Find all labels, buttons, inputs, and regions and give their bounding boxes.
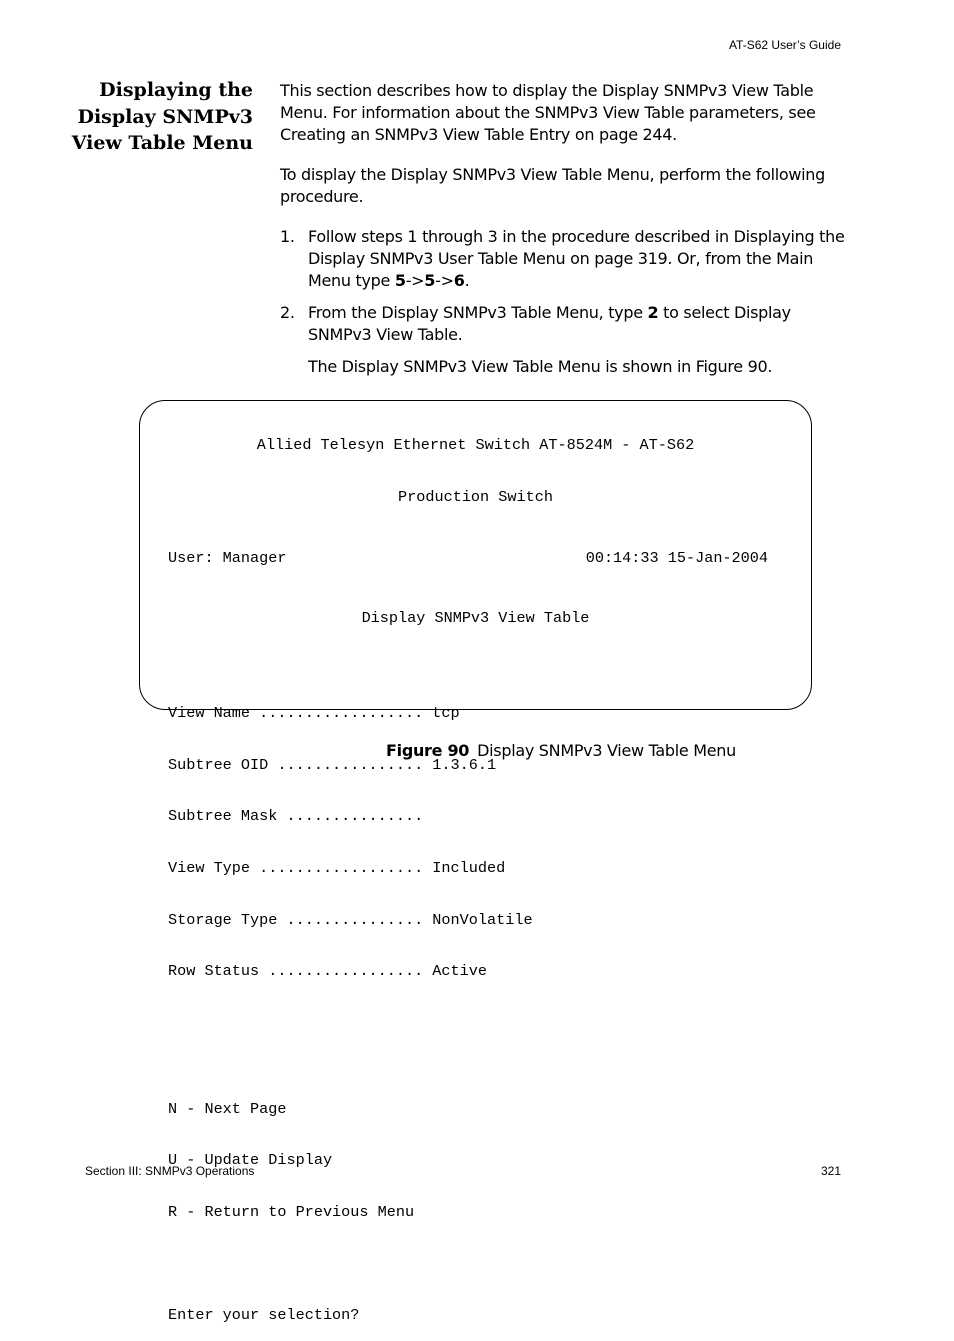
footer-section: Section III: SNMPv3 Operations	[85, 1164, 255, 1178]
field-storage-type: Storage Type ............... NonVolatile	[168, 910, 533, 929]
terminal-screen-title: Display SNMPv3 View Table	[361, 609, 590, 628]
terminal-options	[168, 1066, 811, 1255]
section-heading: Displaying the Display SNMPv3 View Table Menu	[71, 79, 253, 154]
key-input: 2	[647, 303, 659, 322]
figure-caption	[386, 741, 736, 760]
step-text: Follow steps 1 through 3 in the procedure described in Displaying the Display SNMPv3 User Table Menu on page 319. Or, from the Main Menu type 5->5->6.	[308, 227, 845, 290]
field-subtree-mask: Subtree Mask ...............	[168, 807, 424, 826]
key-input: 5	[424, 271, 436, 290]
key-input: 6	[453, 271, 465, 290]
step-number: 1.	[280, 227, 295, 246]
terminal-timestamp: 00:14:33 15-Jan-2004	[585, 548, 768, 567]
terminal-title: Allied Telesyn Ethernet Switch AT-8524M - AT-S62	[256, 436, 695, 455]
field-view-name: View Name .................. tcp	[168, 704, 460, 723]
option-return: R - Return to Previous Menu	[168, 1202, 415, 1221]
field-view-type: View Type .................. Included	[168, 859, 506, 878]
step-text: From the Display SNMPv3 Table Menu, type 2 to select Display SNMPv3 View Table.	[308, 303, 791, 344]
option-next-page: N - Next Page	[168, 1099, 287, 1118]
figure-label: Figure 90	[386, 741, 470, 760]
step-number: 2.	[280, 303, 295, 322]
option-update-display: U - Update Display	[168, 1151, 333, 1170]
running-header: AT-S62 User’s Guide	[728, 38, 841, 52]
intro-paragraph: This section describes how to display the Display SNMPv3 View Table Menu. For information about the SNMPv3 View Table parameters, see Creating an SNMPv3 View Table Entry on page 244.	[280, 81, 816, 144]
procedure-step-1	[280, 226, 845, 292]
body-column	[280, 80, 845, 388]
step-result: The Display SNMPv3 View Table Menu is shown in Figure 90.	[308, 357, 773, 376]
field-subtree-oid: Subtree OID ................ 1.3.6.1	[168, 755, 497, 774]
lead-paragraph: To display the Display SNMPv3 View Table Menu, perform the following procedure.	[280, 165, 826, 206]
figure-caption-text: Display SNMPv3 View Table Menu	[477, 741, 736, 760]
page-number: 321	[820, 1164, 841, 1178]
terminal-fields	[168, 671, 811, 1015]
field-row-status: Row Status ................. Active	[168, 962, 487, 981]
terminal-subtitle: Production Switch	[398, 488, 553, 507]
procedure-step-2	[280, 302, 845, 378]
terminal-status-line	[168, 550, 768, 567]
terminal-user: User: Manager	[168, 548, 287, 567]
terminal-prompt: Enter your selection?	[168, 1305, 360, 1324]
key-input: 5	[394, 271, 406, 290]
